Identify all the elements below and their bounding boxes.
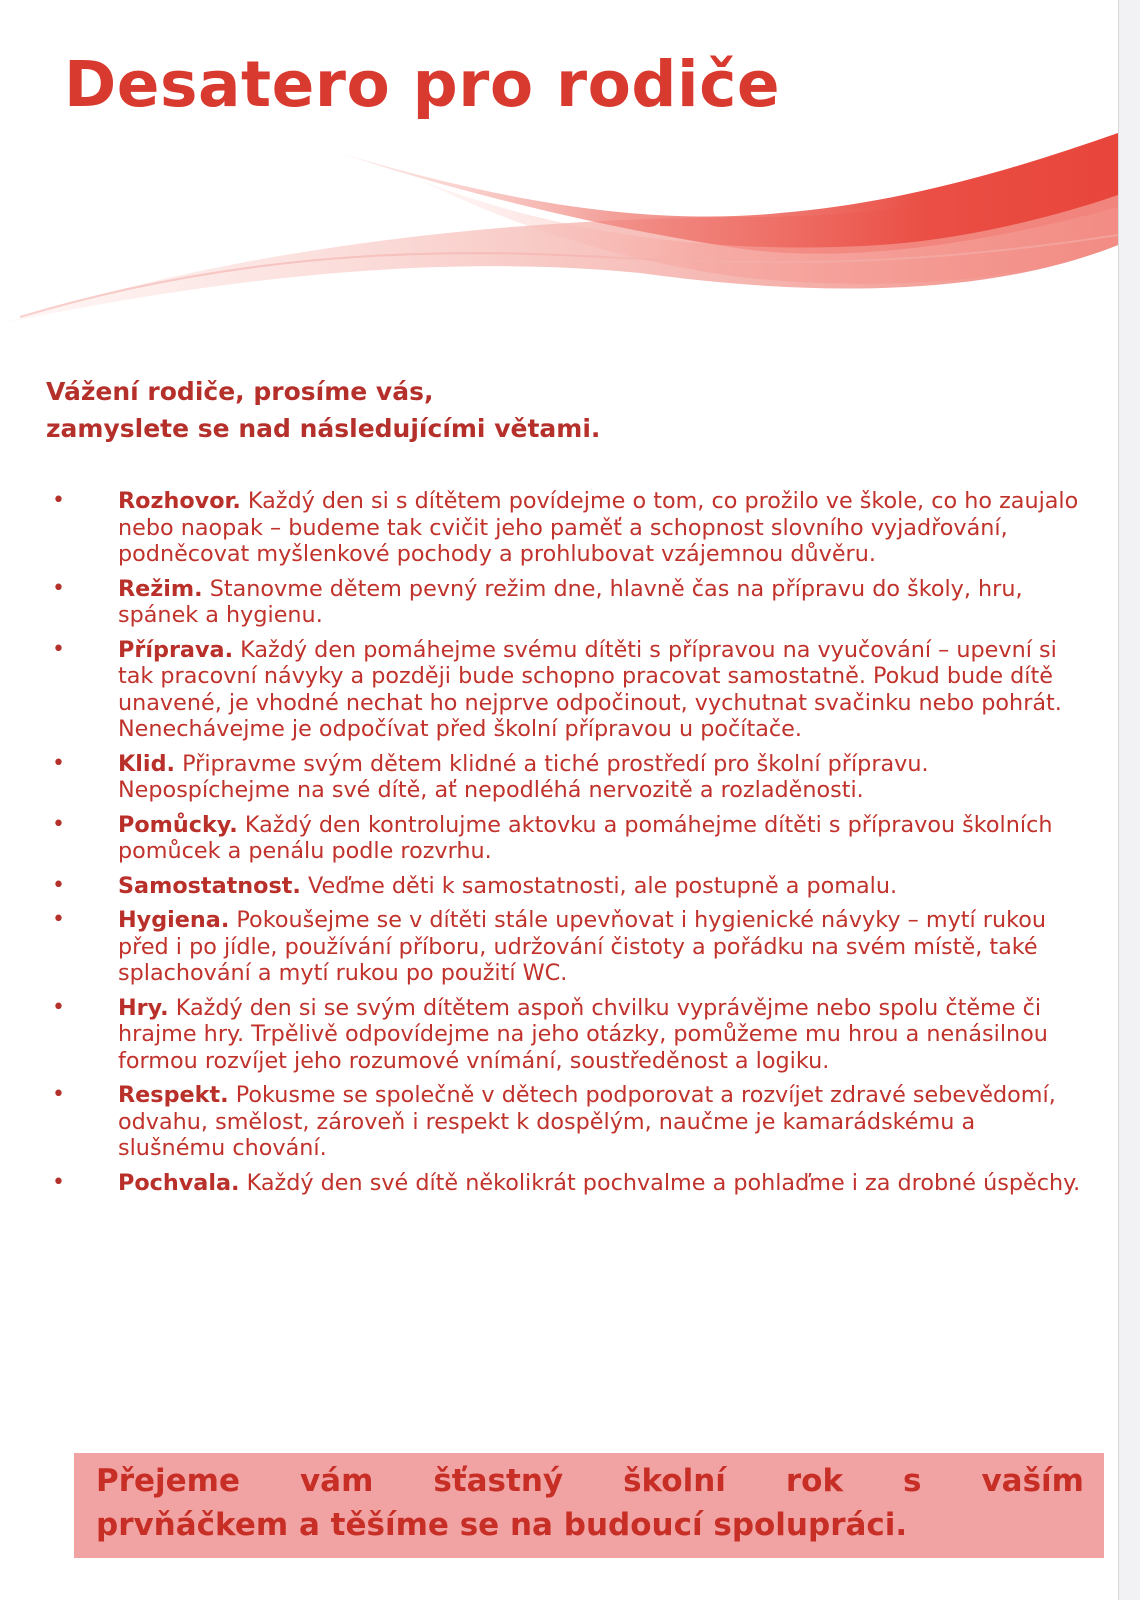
- bullet-icon: •: [52, 994, 65, 1020]
- list-item: [46, 488, 1081, 568]
- item-term: Respekt.: [118, 1082, 229, 1108]
- intro-line-1: Vážení rodiče, prosíme vás,: [46, 377, 434, 406]
- list-item: [46, 576, 1081, 629]
- closing-word: šťastný: [433, 1463, 564, 1499]
- item-text: Veďme děti k samostatnosti, ale postupně a pomalu.: [307, 872, 898, 899]
- bullet-icon: •: [52, 575, 65, 601]
- item-text: Každý den si s dítětem povídejme o tom, co prožilo ve škole, co ho zaujalo nebo naopak – budeme tak cvičit jeho paměť a schopnost slovního vyjadřování, podněcovat myšlenkové pochody a prohlubovat vzájemnou důvěru.: [118, 488, 1079, 567]
- page-edge: [1118, 0, 1140, 1600]
- page-title: Desatero pro rodiče: [64, 48, 781, 121]
- bullet-icon: •: [52, 750, 65, 776]
- closing-word: Přejeme: [96, 1463, 241, 1499]
- item-text: Pokoušejme se v dítěti stále upevňovat i hygienické návyky – mytí rukou před i po jídle, používání příboru, udržování čistoty a pořádku na svém místě, také splachování a mytí rukou po použití WC.: [118, 907, 1046, 986]
- item-term: Pochvala.: [118, 1169, 240, 1196]
- list-item: [46, 1170, 1081, 1197]
- advice-list: [46, 488, 1081, 1204]
- list-item: [46, 751, 1081, 804]
- item-text: Každý den své dítě několikrát pochvalme a pohlaďme i za drobné úspěchy.: [246, 1169, 1081, 1196]
- item-term: Hygiena.: [118, 907, 230, 933]
- item-text: Pokusme se společně v dětech podporovat a rozvíjet zdravé sebevědomí, odvahu, smělost, zároveň i respekt k dospělým, naučme je kamarádskému a slušnému chování.: [118, 1082, 1056, 1161]
- bullet-icon: •: [52, 1169, 65, 1195]
- closing-line-1: [96, 1459, 1084, 1503]
- item-text: Stanovme dětem pevný režim dne, hlavně čas na přípravu do školy, hru, spánek a hygienu.: [118, 575, 1023, 628]
- item-term: Rozhovor.: [118, 488, 241, 514]
- closing-line-2: prvňáčkem a těšíme se na budoucí spolupráci.: [96, 1507, 908, 1543]
- bullet-icon: •: [52, 907, 65, 932]
- closing-word: vám: [299, 1463, 374, 1499]
- bullet-icon: •: [52, 872, 65, 898]
- bullet-icon: •: [52, 811, 65, 837]
- item-term: Samostatnost.: [118, 872, 301, 899]
- closing-message: [96, 1459, 1084, 1547]
- item-term: Příprava.: [118, 636, 234, 663]
- bullet-icon: •: [52, 636, 65, 662]
- closing-word: vaším: [981, 1463, 1084, 1499]
- list-item: [46, 812, 1081, 865]
- item-text: Každý den kontrolujme aktovku a pomáhejme dítěti s přípravou školních pomůcek a penálu podle rozvrhu.: [118, 811, 1053, 864]
- bullet-icon: •: [52, 488, 65, 513]
- item-text: Připravme svým dětem klidné a tiché prostředí pro školní přípravu. Nepospíchejme na své dítě, ať nepodléhá nervozitě a rozladěnosti.: [118, 750, 929, 803]
- bullet-icon: •: [52, 1082, 65, 1107]
- list-item: [46, 1082, 1081, 1162]
- list-item: [46, 995, 1081, 1075]
- item-term: Režim.: [118, 575, 203, 602]
- closing-word: rok: [785, 1463, 844, 1499]
- item-text: Každý den si se svým dítětem aspoň chvilku vyprávějme nebo spolu čtěme či hrajme hry. Trpělivě odpovídejme na jeho otázky, pomůžeme mu hrou a nenásilnou formou rozvíjet jeho rozumové vnímání, soustředěnost a logiku.: [118, 994, 1048, 1074]
- item-term: Klid.: [118, 750, 175, 777]
- closing-banner: [74, 1453, 1104, 1558]
- list-item: [46, 637, 1081, 743]
- closing-word: s: [903, 1463, 922, 1499]
- intro-heading: [46, 373, 946, 447]
- closing-word: školní: [623, 1463, 726, 1499]
- list-item: [46, 873, 1081, 900]
- intro-line-2: zamyslete se nad následujícími větami.: [46, 414, 601, 443]
- item-text: Každý den pomáhejme svému dítěti s přípravou na vyučování – upevní si tak pracovní návyky a později bude schopno pracovat samostatně. Pokud bude dítě unavené, je vhodné nechat ho nejprve odpočinout, vychutnat svačinku nebo pohrát. Nenechávejme je odpočívat před školní přípravou u počítače.: [118, 636, 1062, 742]
- decorative-swoosh: [0, 95, 1118, 345]
- item-term: Pomůcky.: [118, 811, 238, 838]
- list-item: [46, 907, 1081, 987]
- item-term: Hry.: [118, 994, 169, 1021]
